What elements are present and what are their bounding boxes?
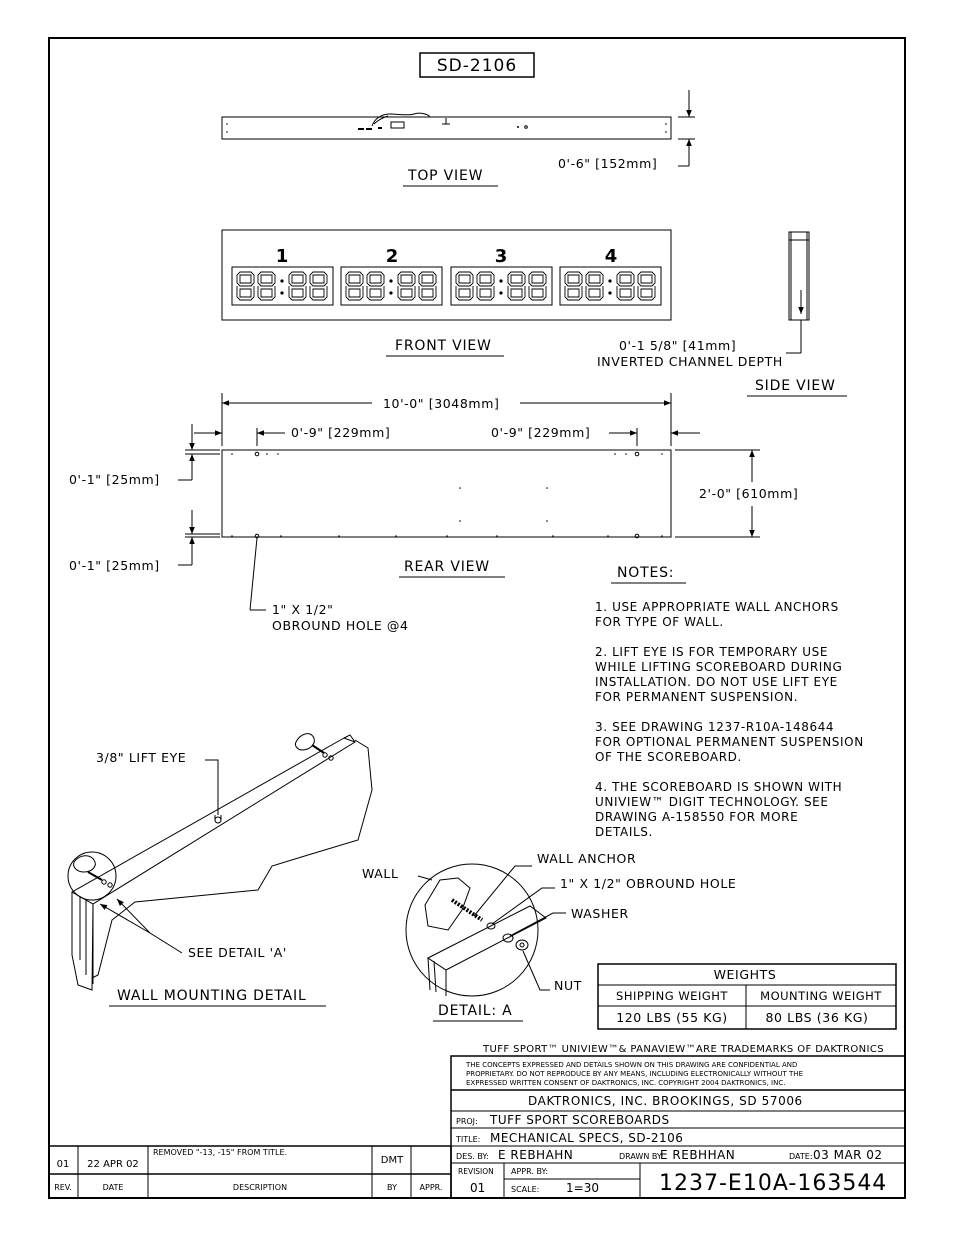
note-3-line-2: FOR OPTIONAL PERMANENT SUSPENSION — [595, 735, 864, 749]
note-4-line-1: 4. THE SCOREBOARD IS SHOWN WITH — [595, 780, 843, 794]
digit-module-3 — [451, 267, 552, 305]
approved-by-label: APPR. BY: — [511, 1167, 549, 1176]
overall-width-dim-text: 10'-0" [3048mm] — [383, 396, 500, 411]
washer-callout: WASHER — [571, 906, 629, 921]
obround-hole-line1: 1" X 1/2" — [272, 602, 334, 617]
weights-value-shipping: 120 LBS (55 KG) — [616, 1010, 728, 1025]
weights-title: WEIGHTS — [713, 967, 777, 982]
revision-label: REVISION — [458, 1167, 494, 1176]
front-view-label: FRONT VIEW — [395, 338, 492, 354]
confidential-line-2: PROPRIETARY. DO NOT REPRODUCE BY ANY MEANS, INCLUDING ELECTRONICALLY WITHOUT THE — [466, 1070, 803, 1078]
hole-offset-dimension — [194, 428, 700, 446]
top-view-label: TOP VIEW — [408, 168, 484, 184]
revision-header-description: DESCRIPTION — [232, 1183, 288, 1192]
drawing-date: 03 MAR 02 — [813, 1148, 883, 1162]
weights-header-mounting: MOUNTING WEIGHT — [760, 989, 882, 1003]
proj-label: PROJ: — [456, 1117, 478, 1126]
revision-header-rev: REV. — [54, 1183, 72, 1192]
drawn-by-label: DRAWN BY: — [619, 1152, 664, 1161]
edge-offset-dimension — [178, 424, 220, 565]
drawn-by: E REBHHAN — [660, 1148, 736, 1162]
digit-module-2 — [341, 267, 442, 305]
drawing-title: MECHANICAL SPECS, SD-2106 — [490, 1131, 684, 1145]
hole-offset-right-text: 0'-9" [229mm] — [491, 425, 591, 440]
edge-bottom-dim-text: 0'-1" [25mm] — [69, 558, 160, 573]
designed-by-label: DES. BY: — [456, 1152, 489, 1161]
nut-callout: NUT — [554, 978, 582, 993]
wall-anchor-callout: WALL ANCHOR — [537, 851, 637, 866]
designed-by: E REBHAHN — [498, 1148, 574, 1162]
digit-module-1 — [232, 267, 333, 305]
digit-label-4: 4 — [604, 246, 618, 267]
note-3-line-3: OF THE SCOREBOARD. — [595, 750, 742, 764]
note-2-line-1: 2. LIFT EYE IS FOR TEMPORARY USE — [595, 645, 829, 659]
lift-eye-callout: 3/8" LIFT EYE — [96, 750, 187, 765]
scale-value: 1=30 — [566, 1181, 599, 1195]
date-label: DATE: — [789, 1152, 813, 1161]
weights-header-shipping: SHIPPING WEIGHT — [616, 989, 728, 1003]
note-2-line-4: FOR PERMANENT SUSPENSION. — [595, 690, 799, 704]
revision-row-rev: 01 — [56, 1159, 70, 1170]
revision-header-appr: APPR. — [419, 1183, 443, 1192]
note-4-line-3: DRAWING A-158550 FOR MORE — [595, 810, 799, 824]
revision-row-date: 22 APR 02 — [87, 1159, 139, 1170]
revision-header-by: BY — [387, 1183, 397, 1192]
trademark-line: TUFF SPORT™ UNIVIEW™& PANAVIEW™ARE TRADEMARKS OF DAKTRONICS — [483, 1044, 885, 1055]
drawing-number: 1237-E10A-163544 — [659, 1171, 888, 1196]
channel-depth-dim-text: 0'-1 5/8" [41mm] — [619, 338, 737, 353]
confidential-line-1: THE CONCEPTS EXPRESSED AND DETAILS SHOWN ON THIS DRAWING ARE CONFIDENTIAL AND — [466, 1061, 798, 1069]
confidential-line-3: EXPRESSED WRITTEN CONSENT OF DAKTRONICS, INC. COPYRIGHT 2004 DAKTRONICS, INC. — [466, 1079, 786, 1087]
notes-list — [595, 600, 864, 839]
digit-label-1: 1 — [275, 246, 289, 267]
edge-top-dim-text: 0'-1" [25mm] — [69, 472, 160, 487]
revision-header-date: DATE — [102, 1183, 124, 1192]
top-view — [222, 113, 671, 139]
notes-title: NOTES: — [617, 565, 675, 581]
digit-label-2: 2 — [385, 246, 399, 267]
note-4-line-2: UNIVIEW™ DIGIT TECHNOLOGY. SEE — [595, 795, 829, 809]
rear-view — [222, 450, 671, 538]
weights-value-mounting: 80 LBS (36 KG) — [765, 1010, 869, 1025]
front-view — [222, 230, 671, 320]
obround-hole-leader — [250, 538, 266, 610]
note-2-line-2: WHILE LIFTING SCOREBOARD DURING — [595, 660, 843, 674]
scale-label: SCALE: — [511, 1185, 540, 1194]
top-height-dim-text: 0'-6" [152mm] — [558, 156, 658, 171]
note-1-line-1: 1. USE APPROPRIATE WALL ANCHORS — [595, 600, 839, 614]
obround-hole-callout: 1" X 1/2" OBROUND HOLE — [560, 876, 737, 891]
top-height-dimension — [678, 90, 695, 166]
hole-offset-left-text: 0'-9" [229mm] — [291, 425, 391, 440]
revision-row-description: REMOVED "-13, -15" FROM TITLE. — [153, 1148, 288, 1157]
digit-module-4 — [560, 267, 661, 305]
note-3-line-1: 3. SEE DRAWING 1237-R10A-148644 — [595, 720, 835, 734]
overall-height-dim-text: 2'-0" [610mm] — [699, 486, 799, 501]
revision-number: 01 — [470, 1181, 486, 1195]
note-4-line-4: DETAILS. — [595, 825, 653, 839]
side-view — [786, 232, 809, 353]
detail-a-label: DETAIL: A — [438, 1003, 513, 1019]
model-number: SD-2106 — [436, 56, 518, 76]
wall-mounting-label: WALL MOUNTING DETAIL — [117, 988, 307, 1004]
note-2-line-3: INSTALLATION. DO NOT USE LIFT EYE — [595, 675, 838, 689]
company-info: DAKTRONICS, INC. BROOKINGS, SD 57006 — [528, 1094, 803, 1108]
see-detail-callout: SEE DETAIL 'A' — [188, 945, 287, 960]
rear-view-label: REAR VIEW — [404, 559, 490, 575]
wall-callout: WALL — [362, 866, 399, 881]
note-1-line-2: FOR TYPE OF WALL. — [595, 615, 724, 629]
channel-depth-note: INVERTED CHANNEL DEPTH — [597, 354, 783, 369]
revision-row-by: DMT — [380, 1155, 404, 1166]
obround-hole-line2: OBROUND HOLE @4 — [272, 618, 409, 633]
side-view-label: SIDE VIEW — [755, 378, 836, 394]
project-name: TUFF SPORT SCOREBOARDS — [490, 1113, 670, 1127]
detail-a-illustration — [406, 864, 566, 996]
digit-label-3: 3 — [494, 246, 508, 267]
title-label: TITLE: — [456, 1135, 481, 1144]
